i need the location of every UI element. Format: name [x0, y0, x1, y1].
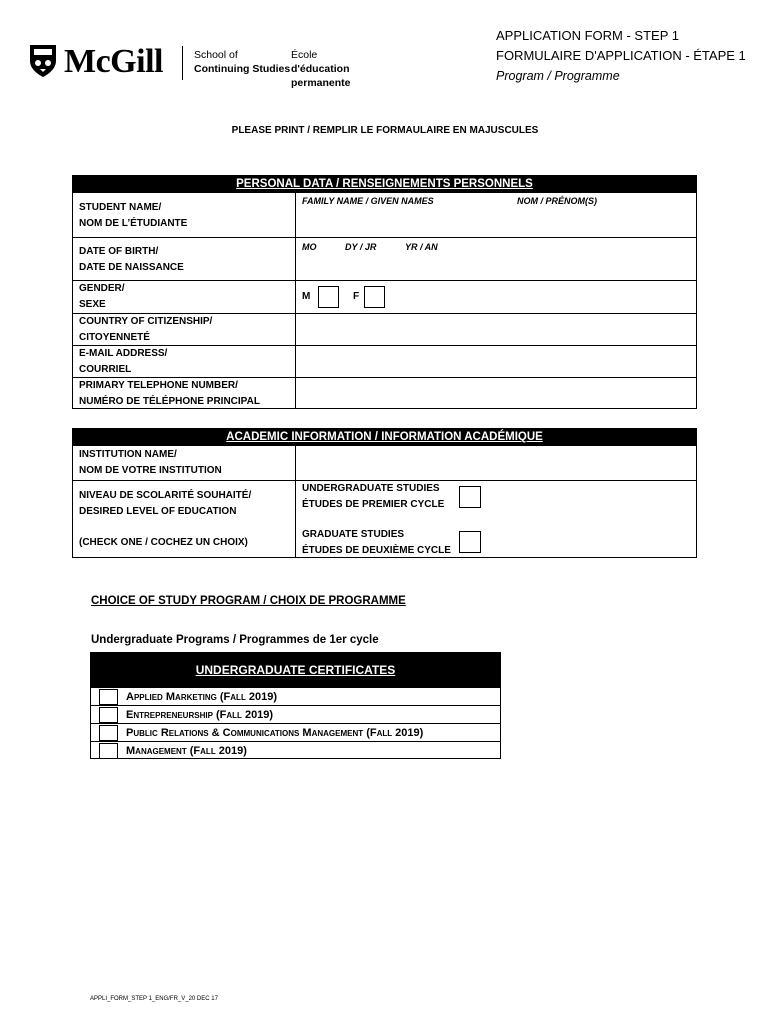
email-label-en: E-MAIL ADDRESS/	[79, 348, 168, 359]
print-instruction: PLEASE PRINT / REMPLIR LE FORMAULAIRE EN MAJUSCULES	[231, 125, 539, 136]
institution-label	[79, 447, 222, 479]
dob-row	[73, 237, 696, 280]
logo-school-en-line2: Continuing Studies	[194, 63, 291, 75]
student-name-label-fr: NOM DE L’ÉTUDIANTE	[79, 218, 188, 229]
mcgill-crest-icon	[28, 43, 58, 79]
institution-label-en: INSTITUTION NAME/	[79, 449, 177, 460]
entrepreneurship-checkbox[interactable]	[99, 707, 118, 723]
education-level-row	[73, 480, 696, 558]
dob-label	[79, 244, 184, 276]
dob-month-hint: MO	[302, 242, 317, 252]
student-name-label-en: STUDENT NAME/	[79, 202, 162, 213]
phone-label-fr: NUMÉRO DE TÉLÉPHONE PRINCIPAL	[79, 396, 260, 407]
gender-label-en: GENDER/	[79, 283, 125, 294]
grad-checkbox[interactable]	[459, 531, 481, 553]
personal-data-heading: PERSONAL DATA / RENSEIGNEMENTS PERSONNELS	[73, 176, 696, 193]
student-name-label	[79, 200, 187, 232]
gender-f-checkbox[interactable]	[364, 286, 385, 308]
education-level-label-en: DESIRED LEVEL OF EDUCATION	[79, 506, 237, 517]
certificate-row-public-relations	[91, 723, 500, 741]
citizenship-label-en: COUNTRY OF CITIZENSHIP/	[79, 316, 213, 327]
logo-school-fr-line2: d'éducation permanente	[291, 63, 351, 89]
dob-year-hint: YR / AN	[405, 242, 438, 252]
logo-school-en	[194, 48, 290, 76]
logo-school-en-line1: School of	[194, 49, 238, 61]
academic-info-table	[72, 428, 697, 558]
family-name-hint: FAMILY NAME / GIVEN NAMES	[302, 196, 434, 206]
certificate-row-applied-marketing	[91, 687, 500, 705]
logo-wordmark: McGill	[64, 43, 163, 80]
phone-label-en: PRIMARY TELEPHONE NUMBER/	[79, 380, 238, 391]
certificate-label: Applied Marketing (Fall 2019)	[126, 691, 278, 703]
logo-divider	[182, 46, 183, 80]
phone-label	[79, 378, 260, 410]
form-title	[496, 26, 746, 86]
certificate-label: Entrepreneurship (Fall 2019)	[126, 709, 274, 721]
check-one-note: (CHECK ONE / COCHEZ UN CHOIX)	[79, 537, 248, 548]
logo-school-fr-line1: École	[291, 49, 318, 61]
email-input[interactable]	[296, 346, 696, 377]
grad-option-label	[302, 527, 451, 559]
given-name-hint: NOM / PRÉNOM(S)	[517, 196, 597, 206]
education-level-label	[79, 488, 251, 520]
gender-row	[73, 280, 696, 313]
gender-m-checkbox[interactable]	[318, 286, 339, 308]
grad-option-en: GRADUATE STUDIES	[302, 529, 405, 540]
education-level-label-fr: NIVEAU DE SCOLARITÉ SOUHAITÉ/	[79, 490, 252, 501]
academic-info-heading: ACADEMIC INFORMATION / INFORMATION ACADÉMIQUE	[73, 429, 696, 446]
public-relations-checkbox[interactable]	[99, 725, 118, 741]
dob-label-en: DATE OF BIRTH/	[79, 246, 159, 257]
gender-label	[79, 281, 125, 313]
undergrad-certificates-heading: UNDERGRADUATE CERTIFICATES	[91, 653, 500, 687]
gender-f-label: F	[353, 291, 360, 302]
email-label-fr: COURRIEL	[79, 364, 132, 375]
certificate-row-management	[91, 741, 500, 759]
logo-school-fr	[291, 48, 408, 90]
undergrad-option-fr: ÉTUDES DE PREMIER CYCLE	[302, 499, 445, 510]
certificate-label: Management (Fall 2019)	[126, 745, 247, 757]
gender-label-fr: SEXE	[79, 299, 106, 310]
citizenship-label-fr: CITOYENNETÉ	[79, 332, 150, 343]
management-checkbox[interactable]	[99, 743, 118, 759]
undergrad-option-label	[302, 481, 444, 513]
undergrad-checkbox[interactable]	[459, 486, 481, 508]
institution-label-fr: NOM DE VOTRE INSTITUTION	[79, 465, 222, 476]
student-name-input[interactable]	[296, 207, 696, 237]
certificate-label: Public Relations & Communications Management (Fall 2019)	[126, 727, 424, 739]
undergrad-programs-subheading: Undergraduate Programs / Programmes de 1er cycle	[91, 634, 379, 646]
form-title-line3: Program / Programme	[496, 69, 620, 83]
applied-marketing-checkbox[interactable]	[99, 689, 118, 705]
phone-row	[73, 377, 696, 409]
student-name-row	[73, 193, 696, 237]
email-label	[79, 346, 167, 378]
citizenship-row	[73, 313, 696, 345]
form-title-line2: FORMULAIRE D'APPLICATION - ÉTAPE 1	[496, 48, 746, 63]
dob-day-hint: DY / JR	[345, 242, 377, 252]
form-title-line1: APPLICATION FORM - STEP 1	[496, 28, 679, 43]
grad-option-fr: ÉTUDES DE DEUXIÈME CYCLE	[302, 545, 451, 556]
program-choice-heading: CHOICE OF STUDY PROGRAM / CHOIX DE PROGRAMME	[91, 595, 406, 607]
undergrad-certificates-table	[90, 652, 501, 759]
phone-input[interactable]	[296, 378, 696, 409]
mcgill-logo	[28, 40, 408, 90]
certificate-row-entrepreneurship	[91, 705, 500, 723]
footer-form-code: APPLI_FORM_STEP 1_ENG/FR_V_20 DEC 17	[90, 996, 218, 1002]
citizenship-label	[79, 314, 212, 346]
email-row	[73, 345, 696, 377]
dob-label-fr: DATE DE NAISSANCE	[79, 262, 184, 273]
gender-m-label: M	[302, 291, 311, 302]
personal-data-table	[72, 175, 697, 409]
citizenship-input[interactable]	[296, 314, 696, 345]
institution-input[interactable]	[296, 446, 696, 480]
institution-row	[73, 446, 696, 480]
undergrad-option-en: UNDERGRADUATE STUDIES	[302, 483, 440, 494]
